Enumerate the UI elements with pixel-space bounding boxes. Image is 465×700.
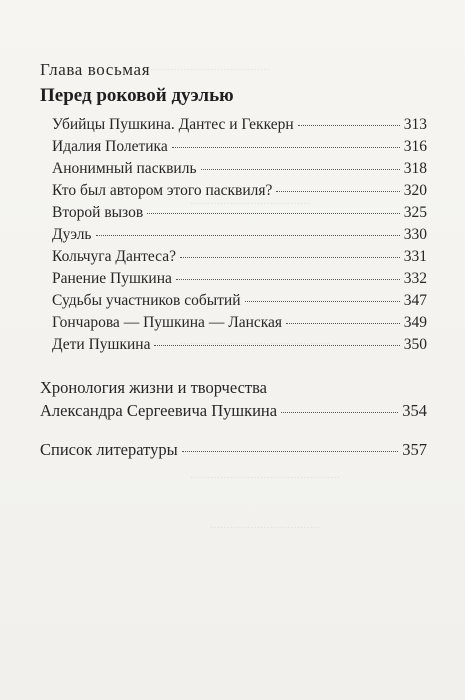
- toc-entry-page: 354: [402, 401, 427, 420]
- chapter-label: Глава восьмая: [40, 60, 151, 79]
- toc-entry-page: 313: [403, 116, 427, 133]
- dot-leader: [154, 345, 399, 346]
- dot-leader: [180, 257, 400, 258]
- dot-leader: [147, 213, 400, 214]
- dot-leader: [281, 412, 398, 413]
- toc-entry[interactable]: [52, 226, 427, 244]
- toc-entry[interactable]: [52, 204, 427, 222]
- dot-leader: [276, 191, 399, 192]
- bleed-through-text: ………………………………: [190, 196, 310, 207]
- bleed-through-text: ………………………………: [150, 62, 270, 73]
- toc-entry[interactable]: [52, 336, 427, 354]
- toc-entry[interactable]: [52, 138, 427, 156]
- toc-entry-title: Дети Пушкина: [52, 336, 151, 353]
- toc-entry-page: 316: [403, 138, 427, 155]
- toc-entry[interactable]: [52, 182, 427, 200]
- toc-entry-title: Гончарова — Пушкина — Ланская: [52, 314, 283, 331]
- toc-entry-page: 357: [402, 440, 427, 459]
- dot-leader: [286, 323, 400, 324]
- toc-entry-page: 349: [403, 314, 427, 331]
- toc-entry-bibliography[interactable]: [40, 440, 427, 460]
- toc-entry-title: Кольчуга Дантеса?: [52, 248, 177, 265]
- chronology-title-line1: Хронология жизни и творчества: [40, 378, 268, 397]
- toc-entry-page: 318: [403, 160, 427, 177]
- toc-entry-title: Второй вызов: [52, 204, 144, 221]
- chapter-title: Перед роковой дуэлью: [40, 85, 234, 106]
- toc-entry-page: 350: [403, 336, 427, 353]
- toc-entry-title: Судьбы участников событий: [52, 292, 241, 309]
- dot-leader: [201, 169, 400, 170]
- toc-entry-page: 325: [403, 204, 427, 221]
- dot-leader: [176, 279, 400, 280]
- dot-leader: [298, 125, 400, 126]
- toc-entry-page: 330: [403, 226, 427, 243]
- toc-entry-title: Идалия Полетика: [52, 138, 168, 155]
- toc-entry[interactable]: [52, 292, 427, 310]
- toc-entry-title: Кто был автором этого пасквиля?: [52, 182, 273, 199]
- toc-entry[interactable]: [52, 270, 427, 288]
- dot-leader: [96, 235, 400, 236]
- toc-entry-page: 331: [403, 248, 427, 265]
- toc-entry[interactable]: [52, 116, 427, 134]
- toc-entry-title: Убийцы Пушкина. Дантес и Геккерн: [52, 116, 294, 133]
- bleed-through-text: ………………………………………: [180, 336, 330, 347]
- toc-entry-title: Анонимный пасквиль: [52, 160, 197, 177]
- toc-entry[interactable]: [52, 248, 427, 266]
- toc-entry-page: 332: [403, 270, 427, 287]
- toc-entry-title: Дуэль: [52, 226, 92, 243]
- toc-entry[interactable]: [52, 314, 427, 332]
- dot-leader: [245, 301, 400, 302]
- toc-entry-page: 320: [403, 182, 427, 199]
- bibliography-title: Список литературы: [40, 440, 178, 459]
- toc-entry-title: Ранение Пушкина: [52, 270, 172, 287]
- chronology-title-line2: Александра Сергеевича Пушкина: [40, 401, 278, 420]
- dot-leader: [182, 451, 399, 452]
- bleed-through-text: ………………………………………: [190, 470, 340, 481]
- toc-entry-page: 347: [403, 292, 427, 309]
- dot-leader: [172, 147, 400, 148]
- bleed-through-text: ……………………………: [210, 520, 320, 531]
- toc-entry[interactable]: [52, 160, 427, 178]
- toc-entry-chronology[interactable]: [40, 401, 427, 421]
